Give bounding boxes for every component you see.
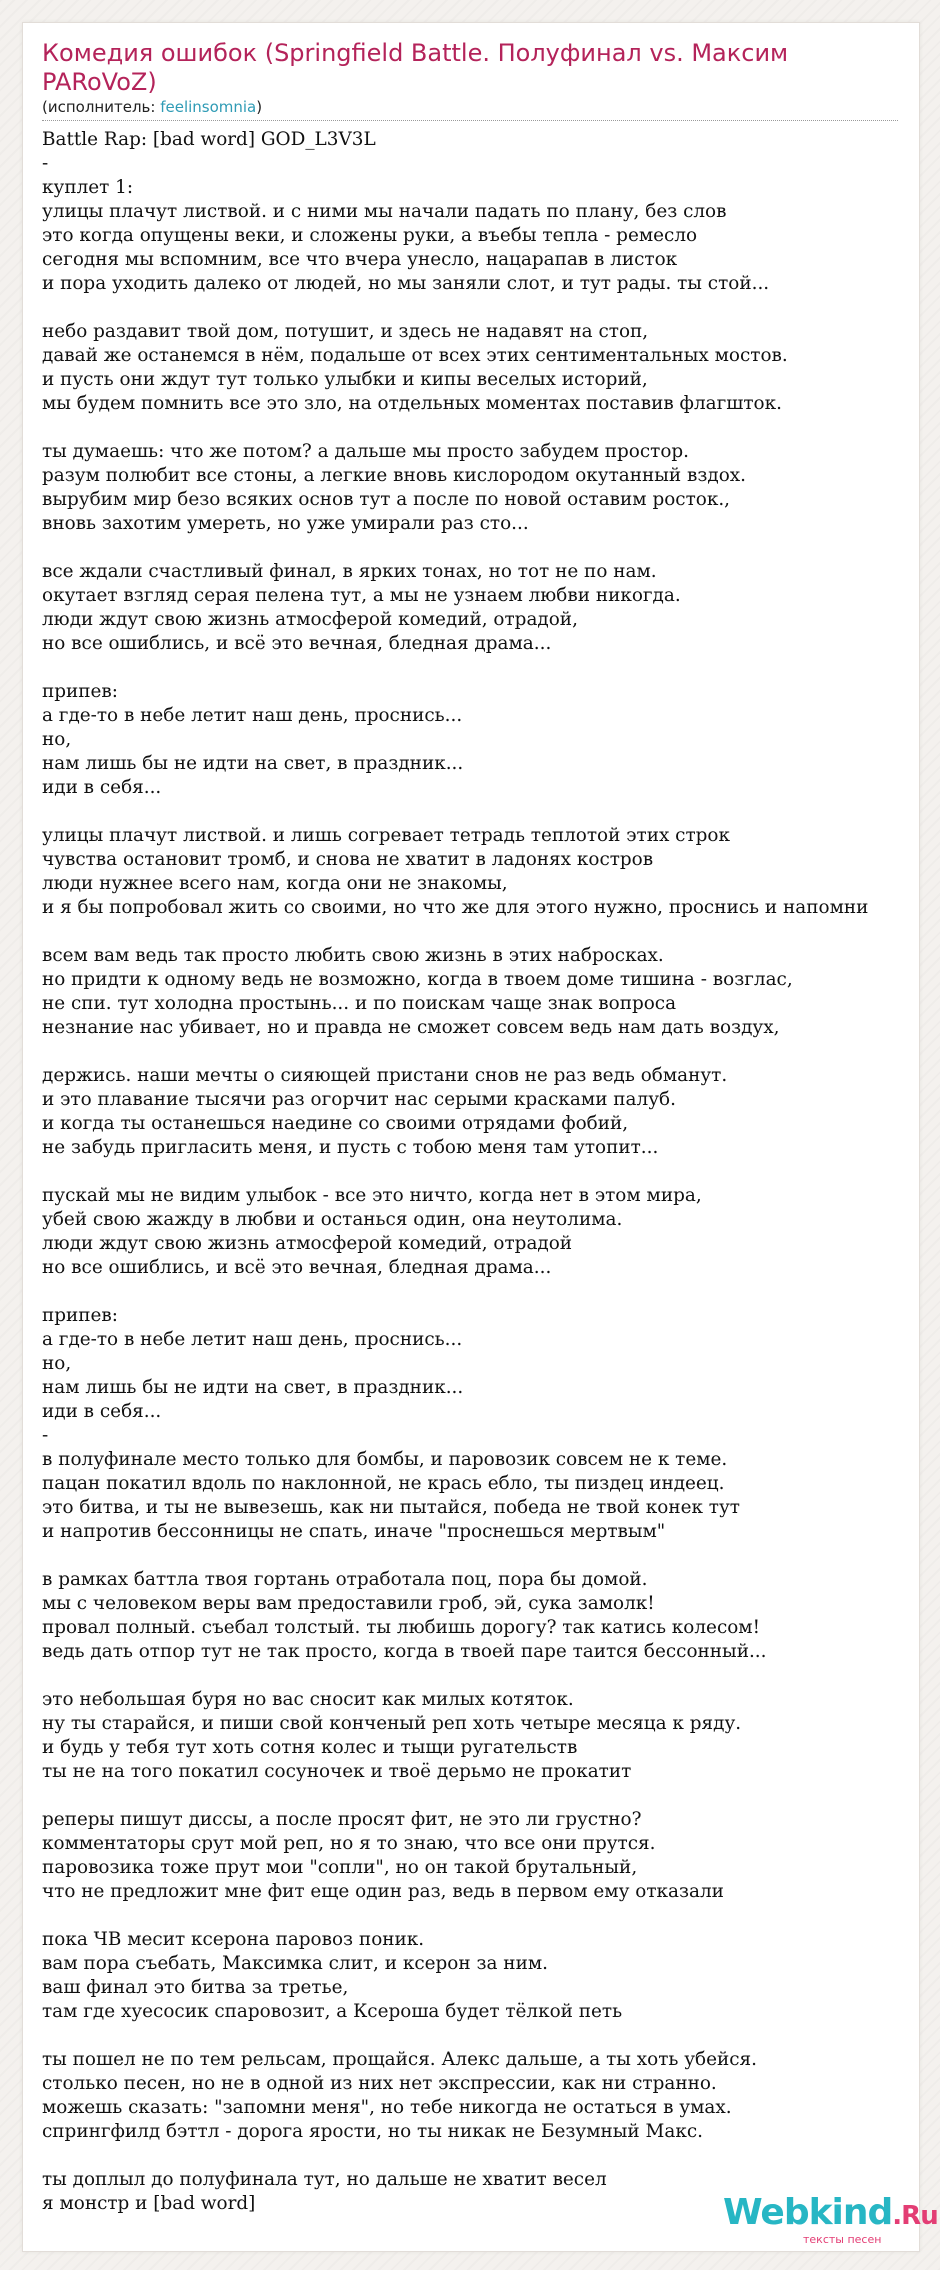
lyric-line: улицы плачут листвой. и лишь согревает тетрадь теплотой этих строк (42, 825, 730, 846)
stanza-break (42, 416, 919, 440)
site-logo[interactable] (723, 2193, 938, 2236)
lyric-line: комментаторы срут мой реп, но я то знаю, что все они прутся. (42, 1833, 656, 1854)
lyric-line: люди нужнее всего нам, когда они не знакомы, (42, 873, 508, 894)
lyric-line: и я бы попробовал жить со своими, но что же для этого нужно, проснись и напомни (42, 897, 869, 918)
lyric-line: чувства остановит тромб, и снова не хватит в ладонях костров (42, 849, 654, 870)
lyric-line: ты думаешь: что же потом? а дальше мы просто забудем простор. (42, 441, 690, 462)
lyric-line: небо раздавит твой дом, потушит, и здесь не надавят на стоп, (42, 321, 649, 342)
stanza-break (42, 1160, 919, 1184)
lyric-line: в рамках баттла твоя гортань отработала поц, пора бы домой. (42, 1569, 648, 1590)
lyric-line: реперы пишут диссы, а после просят фит, не это ли грустно? (42, 1809, 642, 1830)
stanza-break (42, 1904, 919, 1928)
lyric-line: ты доплыл до полуфинала тут, но дальше не хватит весел (42, 2169, 607, 2190)
lyric-line: нам лишь бы не идти на свет, в праздник... (42, 1377, 464, 1398)
lyric-line: вам пора съебать, Максимка слит, и ксерон за ним. (42, 1953, 548, 1974)
stanza-break (42, 1544, 919, 1568)
lyric-line: это небольшая буря но вас сносит как милых котяток. (42, 1689, 574, 1710)
performer-link[interactable]: feelinsomnia (160, 98, 257, 116)
lyric-line: но, (42, 1353, 72, 1374)
lyric-line: там где хуесосик спаровозит, а Ксероша будет тёлкой петь (42, 2001, 623, 2022)
lyric-line: ваш финал это битва за третье, (42, 1977, 349, 1998)
stanza-break (42, 2024, 919, 2048)
lyric-line: это битва, и ты не вывезешь, как ни пытайся, победа не твой конек тут (42, 1497, 740, 1518)
lyric-line: люди ждут свою жизнь атмосферой комедий, отрадой (42, 1233, 573, 1254)
lyric-line: незнание нас убивает, но и правда не сможет совсем ведь нам дать воздух, (42, 1017, 780, 1038)
logo-tagline: тексты песен (803, 2233, 882, 2246)
logo-tld: .Ru (892, 2201, 938, 2231)
lyric-line: и будь у тебя тут хоть сотня колес и тыщи ругательств (42, 1737, 578, 1758)
lyrics-text (42, 128, 919, 2216)
lyric-line: паровозика тоже прут мои "сопли", но он такой брутальный, (42, 1857, 638, 1878)
lyric-line: нам лишь бы не идти на свет, в праздник... (42, 753, 464, 774)
lyric-line: спрингфилд бэттл - дорога ярости, но ты никак не Безумный Макс. (42, 2121, 703, 2142)
lyric-line: люди ждут свою жизнь атмосферой комедий, отрадой, (42, 609, 578, 630)
lyric-line: в полуфинале место только для бомбы, и паровозик совсем не к теме. (42, 1449, 728, 1470)
lyric-line: иди в себя... (42, 1401, 162, 1422)
lyric-line: припев: (42, 681, 118, 702)
stanza-break (42, 1040, 919, 1064)
lyric-line: пацан покатил вдоль по наклонной, не крась ебло, ты пиздец индеец. (42, 1473, 725, 1494)
lyric-line: ты не на того покатил сосуночек и твоё дерьмо не прокатит (42, 1761, 632, 1782)
lyric-line: и это плавание тысячи раз огорчит нас серыми красками палуб. (42, 1089, 676, 1110)
lyric-line: можешь сказать: "запомни меня", но тебе никогда не остаться в умах. (42, 2097, 732, 2118)
lyric-line: вырубим мир безо всяких основ тут а после по новой оставим росток., (42, 489, 731, 510)
performer-suffix: ) (256, 98, 263, 116)
lyric-line: все ждали счастливый финал, в ярких тонах, но тот не по нам. (42, 561, 657, 582)
lyric-line: мы с человеком веры вам предоставили гроб, эй, сука замолк! (42, 1593, 655, 1614)
lyric-line: вновь захотим умереть, но уже умирали раз сто... (42, 513, 529, 534)
title-divider (42, 120, 898, 121)
lyric-line: столько песен, но не в одной из них нет экспрессии, как ни странно. (42, 2073, 717, 2094)
lyric-line: давай же останемся в нём, подальше от всех этих сентиментальных мостов. (42, 345, 788, 366)
lyric-line: что не предложит мне фит еще один раз, ведь в первом ему отказали (42, 1881, 724, 1902)
lyric-line: убей свою жажду в любви и останься один, она неутолима. (42, 1209, 623, 1230)
stanza-break (42, 296, 919, 320)
lyric-line: не забудь пригласить меня, и пусть с тобою меня там утопит... (42, 1137, 659, 1158)
lyric-line: куплет 1: (42, 177, 134, 198)
lyric-line: мы будем помнить все это зло, на отдельных моментах поставив флагшток. (42, 393, 782, 414)
lyric-line: припев: (42, 1305, 118, 1326)
lyric-line: - (42, 1425, 49, 1446)
lyric-line: окутает взгляд серая пелена тут, а мы не узнаем любви никогда. (42, 585, 681, 606)
lyric-line: а где-то в небе летит наш день, проснись... (42, 705, 463, 726)
lyric-line: это когда опущены веки, и сложены руки, а въебы тепла - ремесло (42, 225, 698, 246)
stanza-break (42, 1280, 919, 1304)
song-title: Комедия ошибок (Springfield Battle. Полуфинал vs. Максим PARoVoZ) (42, 39, 789, 96)
lyric-line: но все ошиблись, и всё это вечная, бледная драма... (42, 633, 552, 654)
lyric-line: Battle Rap: [bad word] GOD_L3V3L (42, 129, 376, 150)
lyric-line: ты пошел не по тем рельсам, прощайся. Алекс дальше, а ты хоть убейся. (42, 2049, 758, 2070)
lyric-line: разум полюбит все стоны, а легкие вновь кислородом окутанный вздох. (42, 465, 746, 486)
lyric-line: ну ты старайся, и пиши свой конченый реп хоть четыре месяца к ряду. (42, 1713, 742, 1734)
performer-prefix: (исполнитель: (42, 98, 161, 116)
lyrics-page (22, 22, 938, 2252)
stanza-break (42, 2144, 919, 2168)
lyric-line: и когда ты останешься наедине со своими отрядами фобий, (42, 1113, 629, 1134)
lyric-line: а где-то в небе летит наш день, проснись... (42, 1329, 463, 1350)
lyric-line: но, (42, 729, 72, 750)
lyric-line: улицы плачут листвой. и с ними мы начали падать по плану, без слов (42, 201, 727, 222)
stanza-break (42, 536, 919, 560)
lyric-line: - (42, 153, 49, 174)
lyric-line: держись. наши мечты о сияющей пристани снов не раз ведь обманут. (42, 1065, 728, 1086)
stanza-break (42, 800, 919, 824)
lyric-line: всем вам ведь так просто любить свою жизнь в этих набросках. (42, 945, 664, 966)
lyric-line: провал полный. съебал толстый. ты любишь дорогу? так катись колесом! (42, 1617, 761, 1638)
lyric-line: иди в себя... (42, 777, 162, 798)
performer-line (42, 98, 919, 116)
lyric-line: и пусть они ждут тут только улыбки и кипы веселых историй, (42, 369, 648, 390)
lyric-line: но все ошиблись, и всё это вечная, бледная драма... (42, 1257, 552, 1278)
lyric-line: и пора уходить далеко от людей, но мы заняли слот, и тут рады. ты стой... (42, 273, 770, 294)
stanza-break (42, 656, 919, 680)
lyric-line: сегодня мы вспомним, все что вчера унесло, нацарапав в листок (42, 249, 678, 270)
lyric-line: и напротив бессонницы не спать, иначе "проснешься мертвым" (42, 1521, 666, 1542)
lyric-line: но придти к одному ведь не возможно, когда в твоем доме тишина - возглас, (42, 969, 793, 990)
lyric-line: пока ЧВ месит ксерона паровоз поник. (42, 1929, 425, 1950)
stanza-break (42, 920, 919, 944)
stanza-break (42, 1784, 919, 1808)
lyric-line: не спи. тут холодна простынь... и по поискам чаще знак вопроса (42, 993, 677, 1014)
stanza-break (42, 1664, 919, 1688)
lyric-line: ведь дать отпор тут не так просто, когда в твоей паре таится бессонный... (42, 1641, 767, 1662)
lyric-line: пускай мы не видим улыбок - все это ничто, когда нет в этом мира, (42, 1185, 702, 1206)
lyric-line: я монстр и [bad word] (42, 2193, 256, 2214)
logo-brand: Webkind (723, 2192, 893, 2233)
